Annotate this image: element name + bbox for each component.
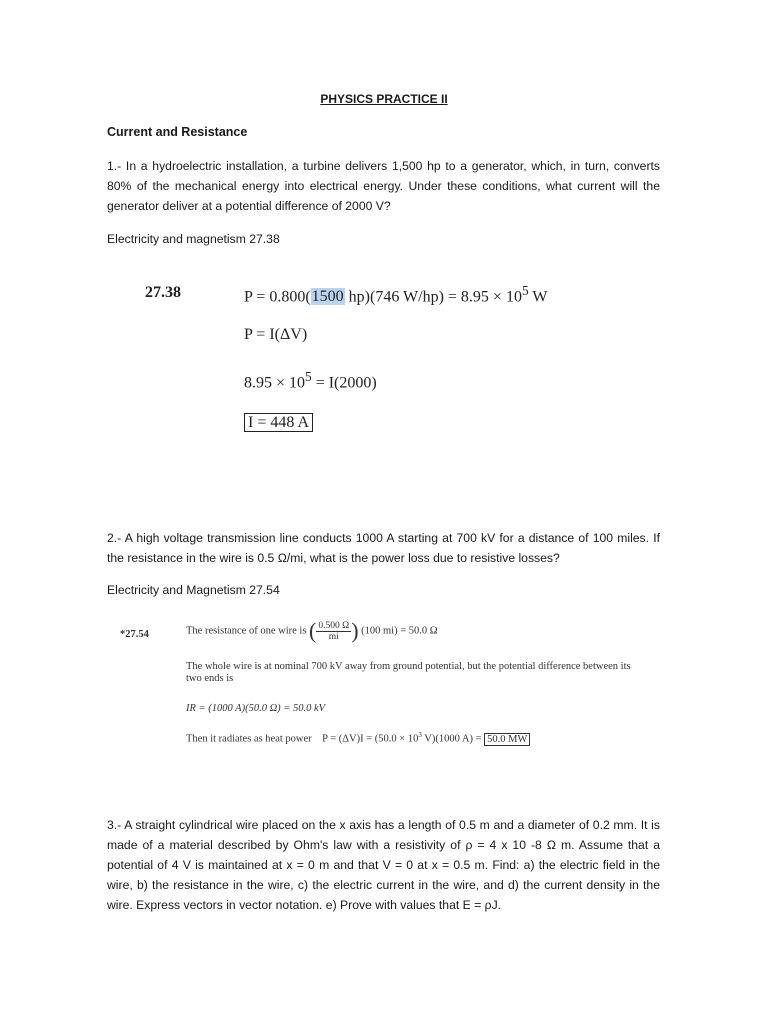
page-title: PHYSICS PRACTICE II (320, 92, 448, 106)
solution-2-line-1: The resistance of one wire is ( $\frac{0.500 \Omega}{mi}$ ) (100 mi) = 50.0 Ω (186, 618, 438, 643)
solution-1-ohm-equation: P = I(ΔV) (244, 326, 308, 343)
solution-2-number: *27.54 (120, 629, 149, 640)
solution-2-line-3: IR = (1000 A)(50.0 Ω) = 50.0 kV (186, 703, 326, 714)
solution-1-answer: I = 448 A (244, 414, 313, 432)
question-2-reference: Electricity and Magnetism 27.54 (107, 583, 280, 597)
solution-1-substitution: $8.95 \times 10^5 = I(2000)$ (244, 369, 377, 392)
solution-2-line-2: The whole wire is at nominal 700 kV away from ground potential, but the potential difference between its two ends is (186, 661, 631, 684)
question-2-text: 2.- A high voltage transmission line conducts 1000 A starting at 700 kV for a distance of 100 miles. If the resistance in the wire is 0.5 Ω/mi, what is the power loss due to resistive losses? (107, 531, 660, 565)
solution-1-power-equation: P = 0.800(1500 hp)(746 $W/hp) = 8.95 \times 10^5$ W (244, 283, 548, 306)
question-1-reference: Electricity and magnetism 27.38 (107, 232, 280, 246)
question-1-text: 1.- In a hydroelectric installation, a turbine delivers 1,500 hp to a generator, which, in turn, converts 80% of the mechanical energy into electrical energy. Under these conditions, what current will the generator deliver at a potential difference of 2000 V? (107, 159, 660, 213)
highlighted-value: 1500 (311, 288, 344, 306)
section-heading: Current and Resistance (107, 125, 248, 139)
solution-2-line-4: Then it radiates as heat power $P = (\Delta V)I = (50.0 \times 10^3$ V)(1000 A) = 50.0 MW (186, 731, 530, 745)
question-3-text: 3.- A straight cylindrical wire placed on the x axis has a length of 0.5 m and a diameter of 0.2 mm. It is made of a material described by Ohm's law with a resistivity of ρ = 4 x 10 -8 Ω m. Assume that a potential of 4 V is maintained at x = 0 m and that V = 0 at x = 0.5 m. Find: a) the electric field in the wire, b) the resistance in the wire, c) the electric current in the wire, and d) the current density in the wire. Express vectors in vector notation. e) Prove with values that E = ρJ. (107, 818, 660, 912)
solution-1-number: 27.38 (145, 284, 181, 301)
solution-2-answer: 50.0 MW (484, 733, 530, 746)
